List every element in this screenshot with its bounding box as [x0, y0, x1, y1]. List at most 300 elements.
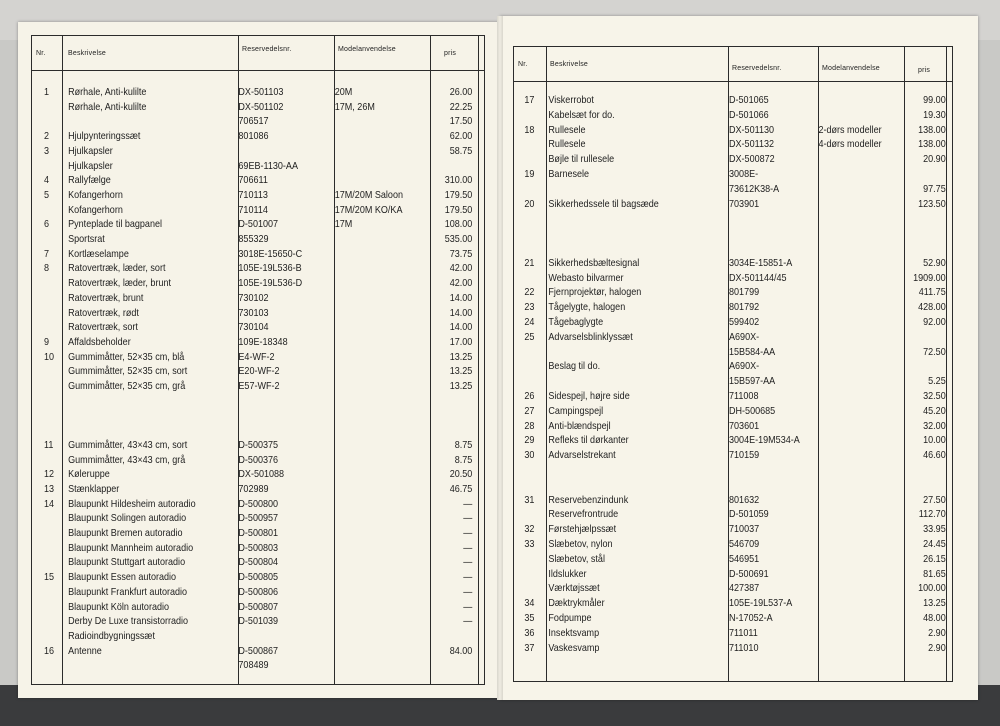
table-row [32, 380, 473, 392]
header-beskrivelse: Beskrivelse [550, 61, 588, 68]
table-row [514, 464, 891, 476]
row-nr: 31 [524, 493, 535, 506]
table-row [32, 541, 473, 554]
row-price: 2.90 [928, 641, 946, 654]
row-price: 99.00 [923, 94, 946, 106]
table-row [514, 123, 946, 136]
row-part-number: 427387 [729, 582, 760, 595]
row-description: Rullesele [548, 123, 586, 136]
row-part-number: 708489 [238, 659, 269, 672]
row-price: 72.50 [923, 345, 946, 358]
row-part-number: 710037 [729, 523, 760, 536]
row-price: 13.25 [449, 350, 473, 363]
table-row [514, 197, 946, 210]
row-nr: 27 [524, 404, 535, 417]
row-price: 45.20 [923, 404, 946, 417]
table-row [32, 585, 473, 598]
row-price: 24.45 [923, 538, 946, 550]
row-price: 179.50 [444, 203, 473, 216]
row-price: 32.50 [923, 390, 946, 402]
table-row [514, 508, 946, 521]
row-part-number: 546951 [729, 552, 760, 565]
table-row [32, 262, 473, 275]
row-description: Rørhale, Anti-kulilte [68, 86, 147, 98]
header-modelanvendelse: Modelanvendelse [822, 65, 880, 72]
row-description: Rørhale, Anti-kulilte [68, 100, 147, 113]
table-row [514, 419, 946, 432]
table-row [514, 227, 891, 239]
row-description: Blaupunkt Bremen autoradio [68, 527, 183, 539]
table-row [514, 360, 891, 372]
row-nr: 8 [44, 262, 50, 275]
header-nr: Nr. [518, 61, 528, 68]
row-description: Advarselstrekant [548, 449, 616, 462]
row-part-number: 546709 [729, 538, 760, 550]
table-row [514, 286, 946, 299]
row-description: Ratovertræk, læder, sort [68, 262, 166, 275]
table-row [32, 86, 473, 98]
row-price: 62.00 [449, 130, 473, 143]
row-description: Blaupunkt Solingen autoradio [68, 512, 187, 525]
row-description: Stænklapper [68, 482, 120, 495]
row-description: Insektsvamp [548, 626, 600, 639]
row-part-number: 703901 [729, 197, 760, 210]
row-price: — [463, 497, 473, 510]
row-part-number: DX-500872 [729, 153, 775, 166]
row-part-number: 710113 [238, 188, 268, 201]
header-beskrivelse: Beskrivelse [68, 50, 106, 57]
row-price: 2.90 [928, 626, 946, 639]
row-description: Vaskesvamp [548, 641, 600, 654]
row-price: 8.75 [454, 438, 473, 451]
row-part-number: DH-500685 [729, 404, 776, 417]
header-reservedelsnr: Reservedelsnr. [242, 46, 292, 53]
row-price: 14.00 [449, 321, 473, 334]
row-price: 138.00 [918, 123, 946, 136]
table-row [514, 597, 946, 610]
row-model: 17M/20M Saloon [334, 188, 403, 201]
table-row [32, 203, 473, 216]
row-part-number: N-17052-A [729, 612, 773, 624]
row-description: Antenne [68, 644, 102, 657]
row-price: 5.25 [928, 375, 946, 388]
row-nr: 25 [524, 330, 535, 343]
row-description: Blaupunkt Stuttgart autoradio [68, 556, 186, 569]
table-row [32, 615, 473, 628]
row-part-number: D-500807 [238, 600, 279, 613]
table-row [32, 233, 473, 245]
row-nr: 32 [524, 523, 535, 536]
row-price: 138.00 [918, 138, 946, 151]
row-part-number: 706517 [238, 115, 269, 128]
row-price: 46.60 [923, 449, 946, 462]
table-row [32, 188, 473, 201]
row-description: Fjernprojektør, halogen [548, 286, 642, 299]
row-price: 48.00 [923, 612, 946, 624]
row-price: 14.00 [449, 306, 473, 319]
row-price: 13.25 [449, 380, 473, 392]
table-row [514, 108, 946, 121]
row-nr: 13 [44, 482, 55, 495]
table-row [514, 301, 946, 314]
row-description: Dæktrykmåler [548, 597, 605, 610]
row-part-number: D-500806 [238, 585, 279, 598]
row-description: Affaldsbeholder [68, 335, 131, 348]
row-model: 17M, 26M [334, 100, 375, 113]
row-part-number: 730103 [238, 306, 269, 319]
table-row [514, 345, 946, 358]
table-row [514, 390, 946, 402]
table-row [32, 365, 473, 378]
table-row [514, 538, 946, 550]
row-part-number: D-500957 [238, 512, 279, 525]
row-price: 8.75 [454, 453, 473, 466]
row-nr: 2 [44, 130, 50, 143]
row-part-number: D-500800 [238, 497, 279, 510]
row-part-number: 599402 [729, 316, 760, 328]
row-description: Køleruppe [68, 468, 110, 481]
row-part-number: 3018E-15650-C [238, 247, 303, 260]
row-price: 42.00 [449, 262, 473, 275]
column-divider [478, 36, 479, 684]
table-row [32, 512, 473, 525]
row-price: 42.00 [449, 277, 473, 290]
row-nr: 5 [44, 188, 50, 201]
row-description: Anti-blændspejl [548, 419, 611, 432]
row-nr: 17 [524, 94, 535, 106]
row-description: Beslag til do. [548, 360, 601, 373]
row-part-number: D-500804 [238, 556, 279, 569]
left-table-header [32, 36, 484, 71]
column-divider [904, 47, 905, 681]
row-price: 52.90 [923, 256, 946, 269]
table-row [514, 375, 946, 388]
column-divider [946, 47, 947, 681]
row-part-number: 730104 [238, 321, 269, 334]
row-description: Kabelsæt for do. [548, 108, 615, 121]
table-row [32, 277, 473, 290]
row-model: 17M/20M KO/KA [334, 203, 403, 216]
table-row [32, 453, 473, 466]
row-description: Bøjle til rullesele [548, 153, 615, 166]
table-row [32, 438, 473, 451]
row-price: 100.00 [918, 582, 946, 595]
row-nr: 3 [44, 144, 50, 157]
table-row [514, 479, 891, 491]
row-description: Blaupunkt Hildesheim autoradio [68, 497, 196, 510]
row-description: Refleks til dørkanter [548, 434, 629, 447]
row-part-number: 730102 [238, 291, 269, 304]
row-nr: 28 [524, 419, 535, 432]
table-row [514, 138, 946, 151]
row-description: Sportsrat [68, 233, 105, 245]
table-row [514, 582, 946, 595]
row-part-number: 801632 [729, 493, 760, 506]
table-row [32, 130, 473, 143]
row-part-number: D-501059 [729, 508, 769, 521]
row-price: 108.00 [444, 218, 473, 231]
table-row [32, 247, 473, 260]
row-description: Blaupunkt Frankfurt autoradio [68, 585, 188, 598]
row-price: — [463, 571, 473, 584]
row-price: 26.15 [923, 552, 946, 565]
row-model: 20M [334, 86, 353, 98]
table-row [514, 168, 891, 180]
table-row [514, 331, 891, 343]
table-row [514, 449, 946, 462]
row-price: 13.25 [923, 597, 946, 610]
row-description: Viskerrobot [548, 94, 594, 106]
row-price: 179.50 [444, 188, 473, 201]
row-price: — [463, 556, 473, 569]
row-part-number: 15B597-AA [729, 375, 776, 388]
row-nr: 18 [524, 123, 535, 136]
row-part-number: 801086 [238, 130, 269, 143]
row-part-number: 109E-18348 [238, 335, 288, 348]
table-row [514, 552, 946, 565]
row-part-number: 105E-19L537-A [729, 597, 793, 610]
row-nr: 6 [44, 218, 50, 231]
row-description: Blaupunkt Essen autoradio [68, 571, 177, 584]
row-part-number: DX-501088 [238, 468, 285, 481]
table-row [514, 212, 891, 224]
header-reservedelsnr: Reservedelsnr. [732, 65, 782, 72]
row-part-number: A690X- [729, 360, 760, 373]
table-row [32, 409, 421, 421]
row-price: 27.50 [923, 493, 946, 506]
row-price: 411.75 [918, 286, 946, 299]
table-row [514, 404, 946, 417]
row-price: 20.50 [449, 468, 473, 481]
row-price: 92.00 [923, 316, 946, 328]
table-row [32, 644, 473, 657]
table-row [32, 527, 473, 539]
row-description: Ratovertræk, sort [68, 321, 138, 334]
row-nr: 33 [524, 538, 535, 550]
table-row [514, 271, 946, 284]
row-part-number: D-500691 [729, 567, 769, 580]
row-description: Slæbetov, stål [548, 552, 605, 565]
row-description: Webasto bilvarmer [548, 271, 624, 284]
row-part-number: 801792 [729, 301, 760, 314]
row-nr: 34 [524, 597, 535, 610]
row-part-number: D-500805 [238, 571, 279, 584]
row-price: 26.00 [449, 86, 473, 98]
row-nr: 19 [524, 168, 535, 180]
row-nr: 29 [524, 434, 535, 447]
table-row [32, 556, 473, 569]
row-price: 84.00 [449, 644, 473, 657]
row-description: Advarselsblinklyssæt [548, 330, 633, 343]
table-row [32, 100, 473, 113]
row-price: — [463, 600, 473, 613]
row-description: Rullesele [548, 138, 586, 151]
row-price: 97.75 [923, 182, 946, 195]
left-parts-table [31, 35, 485, 685]
table-row [514, 612, 946, 624]
row-part-number: DX-501132 [729, 138, 775, 151]
table-row [514, 242, 891, 254]
row-part-number: 73612K38-A [729, 182, 780, 195]
row-description: Tågebaglygte [548, 316, 604, 328]
row-price: — [463, 527, 473, 539]
row-description: Ildslukker [548, 567, 587, 580]
header-nr: Nr. [36, 50, 46, 57]
row-price: 17.50 [449, 115, 473, 128]
row-description: Sidespejl, højre side [548, 390, 630, 402]
row-price: — [463, 541, 473, 554]
row-part-number: 801799 [729, 286, 760, 299]
header-pris: pris [444, 50, 457, 57]
row-description: Gummimåtter, 52×35 cm, sort [68, 365, 188, 378]
row-part-number: DX-501130 [729, 123, 775, 136]
table-row [32, 306, 473, 319]
row-description: Gummimåtter, 43×43 cm, grå [68, 453, 186, 466]
row-part-number: D-500375 [238, 438, 279, 451]
table-row [514, 493, 946, 506]
row-part-number: 3034E-15851-A [729, 256, 793, 269]
table-row [32, 321, 473, 334]
table-row [32, 218, 473, 231]
row-nr: 16 [44, 644, 55, 657]
table-row [32, 424, 421, 436]
row-price: 535.00 [444, 233, 473, 245]
row-nr: 23 [524, 301, 535, 314]
row-part-number: 855329 [238, 233, 269, 245]
row-nr: 24 [524, 316, 535, 328]
row-nr: 12 [44, 468, 55, 481]
row-part-number: 711010 [729, 641, 759, 654]
header-pris: pris [918, 67, 931, 74]
table-row [32, 160, 421, 172]
row-nr: 30 [524, 449, 535, 462]
row-nr: 11 [44, 438, 54, 451]
row-part-number: D-501065 [729, 94, 769, 106]
row-price: 58.75 [449, 144, 473, 157]
row-description: Sikkerhedssele til bagsæde [548, 197, 659, 210]
row-price: 10.00 [923, 434, 946, 447]
table-row [514, 182, 946, 195]
table-row [514, 316, 946, 328]
row-price: 123.50 [918, 197, 946, 210]
row-nr: 35 [524, 612, 535, 624]
row-part-number: 706611 [238, 174, 268, 187]
row-description: Hjulpynteringssæt [68, 130, 141, 143]
row-part-number: D-500867 [238, 644, 279, 657]
row-price: 22.25 [449, 100, 473, 113]
row-price: 14.00 [449, 291, 473, 304]
row-part-number: 703601 [729, 419, 760, 432]
row-nr: 26 [524, 390, 535, 402]
row-price: — [463, 615, 473, 628]
table-row [32, 497, 473, 510]
row-description: Ratovertræk, brunt [68, 291, 144, 304]
row-description: Gummimåtter, 52×35 cm, grå [68, 380, 186, 392]
row-description: Kofangerhorn [68, 188, 123, 201]
row-nr: 15 [44, 571, 55, 584]
left-page [18, 22, 500, 698]
row-nr: 7 [44, 247, 50, 260]
row-part-number: E57-WF-2 [238, 380, 280, 392]
table-row [32, 600, 473, 613]
row-price: — [463, 585, 473, 598]
row-price: 46.75 [449, 482, 473, 495]
row-part-number: E20-WF-2 [238, 365, 280, 378]
table-row [32, 144, 473, 157]
row-price: 17.00 [449, 335, 473, 348]
row-price: 428.00 [918, 301, 946, 314]
row-price: 32.00 [923, 419, 946, 432]
row-part-number: DX-501144/45 [729, 271, 787, 284]
row-description: Reservefrontrude [548, 508, 619, 521]
table-row [32, 482, 473, 495]
table-row [514, 256, 946, 269]
row-description: Gummimåtter, 52×35 cm, blå [68, 350, 185, 363]
row-description: Ratovertræk, rødt [68, 306, 139, 319]
row-description: Førstehjælpssæt [548, 523, 617, 536]
row-description: Kofangerhorn [68, 203, 123, 216]
row-nr: 37 [524, 641, 535, 654]
row-description: Hjulkapsler [68, 144, 113, 157]
row-part-number: A690X- [729, 330, 760, 343]
row-nr: 14 [44, 497, 55, 510]
row-model: 17M [334, 218, 353, 231]
row-description: Værktøjssæt [548, 582, 600, 595]
row-description: Gummimåtter, 43×43 cm, sort [68, 438, 188, 451]
row-price: 13.25 [449, 365, 473, 378]
table-row [514, 434, 946, 447]
row-nr: 1 [44, 86, 50, 98]
row-part-number: D-501066 [729, 108, 769, 121]
table-row [32, 174, 473, 187]
row-description: Ratovertræk, læder, brunt [68, 277, 172, 290]
row-description: Derby De Luxe transistorradio [68, 615, 189, 628]
right-table-header [514, 47, 952, 82]
row-part-number: DX-501102 [238, 100, 284, 113]
row-price: — [463, 512, 473, 525]
header-modelanvendelse: Modelanvendelse [338, 46, 396, 53]
table-row [32, 468, 473, 481]
row-part-number: 15B584-AA [729, 345, 776, 358]
row-nr: 20 [524, 197, 535, 210]
row-part-number: 69EB-1130-AA [238, 159, 298, 172]
row-description: Kortlæselampe [68, 247, 129, 260]
row-description: Tågelygte, halogen [548, 301, 626, 314]
row-description: Fodpumpe [548, 612, 592, 624]
row-description: Blaupunkt Mannheim autoradio [68, 541, 194, 554]
table-row [32, 571, 473, 584]
row-nr: 10 [44, 350, 55, 363]
row-part-number: D-501007 [238, 218, 279, 231]
table-row [32, 395, 421, 407]
row-price: 81.65 [923, 567, 946, 580]
row-part-number: DX-501103 [238, 86, 284, 98]
row-description: Rallyfælge [68, 174, 111, 187]
right-parts-table [513, 46, 953, 682]
row-nr: 4 [44, 174, 50, 187]
table-row [32, 115, 473, 128]
table-row [32, 630, 421, 642]
row-nr: 22 [524, 286, 535, 299]
row-description: Campingspejl [548, 404, 604, 417]
row-model: 4-dørs modeller [818, 138, 882, 151]
table-row [32, 659, 421, 671]
right-page [500, 16, 978, 700]
table-row [32, 350, 473, 363]
row-part-number: 710114 [238, 203, 268, 216]
column-divider [430, 36, 431, 684]
row-part-number: 702989 [238, 482, 269, 495]
